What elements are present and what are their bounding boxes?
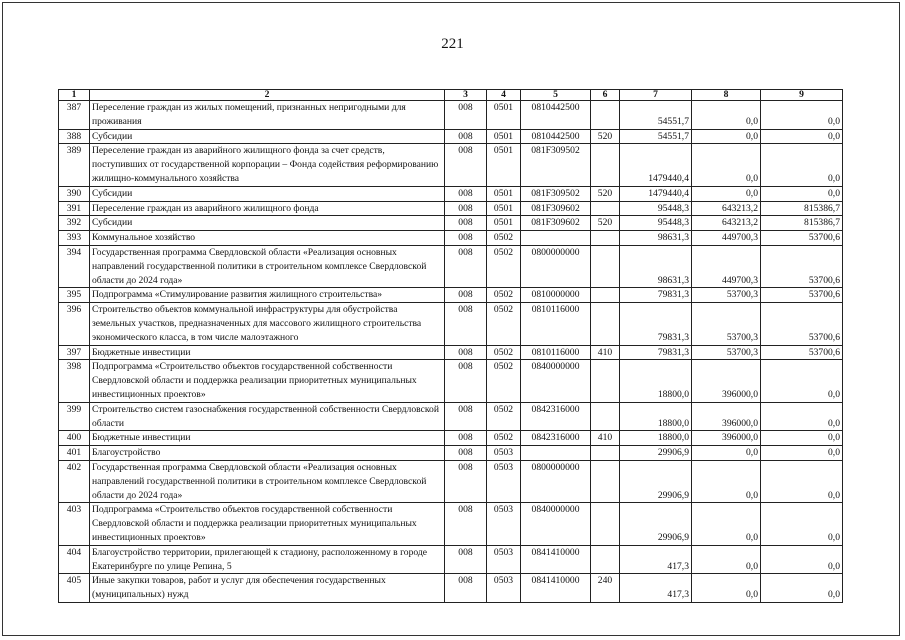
table-row [59, 101, 843, 130]
row-number: 398 [59, 360, 90, 402]
row-ministry-code: 008 [445, 460, 487, 502]
row-amount-col9: 0,0 [761, 360, 843, 402]
row-ministry-code: 008 [445, 144, 487, 186]
row-name: Строительство систем газоснабжения государственной собственности Свердловской области [90, 402, 445, 431]
table-row [59, 129, 843, 144]
row-name: Строительство объектов коммунальной инфраструктуры для обустройства земельных участков, предназначенных для массового жилищного строительства экономического класса, в том числе малоэтажного [90, 303, 445, 345]
row-amount-col8: 0,0 [692, 545, 761, 574]
row-amount-col8: 53700,3 [692, 345, 761, 360]
row-amount-col7: 29906,9 [620, 503, 692, 545]
table-row [59, 503, 843, 545]
row-ministry-code: 008 [445, 245, 487, 287]
row-amount-col8: 449700,3 [692, 245, 761, 287]
table-row [59, 201, 843, 216]
row-name: Государственная программа Свердловской области «Реализация основных направлений государственной политики в строительном комплексе Свердловской области до 2024 года» [90, 460, 445, 502]
row-expense-type-code [591, 101, 620, 130]
row-name: Подпрограмма «Стимулирование развития жилищного строительства» [90, 288, 445, 303]
row-number: 399 [59, 402, 90, 431]
row-ministry-code: 008 [445, 186, 487, 201]
row-amount-col8: 643213,2 [692, 201, 761, 216]
row-amount-col9: 0,0 [761, 129, 843, 144]
row-expense-type-code: 520 [591, 129, 620, 144]
row-ministry-code: 008 [445, 545, 487, 574]
row-amount-col7: 79831,3 [620, 345, 692, 360]
row-amount-col9: 0,0 [761, 431, 843, 446]
row-number: 403 [59, 503, 90, 545]
row-amount-col7: 417,3 [620, 574, 692, 603]
row-number: 401 [59, 446, 90, 461]
row-expense-type-code [591, 446, 620, 461]
table-row [59, 245, 843, 287]
row-section-code: 0501 [487, 201, 521, 216]
row-ministry-code: 008 [445, 574, 487, 603]
row-ministry-code: 008 [445, 129, 487, 144]
row-number: 404 [59, 545, 90, 574]
row-amount-col7: 18800,0 [620, 360, 692, 402]
row-target-code: 081F309602 [521, 216, 591, 231]
row-number: 387 [59, 101, 90, 130]
row-target-code [521, 231, 591, 246]
column-header: 8 [692, 90, 761, 101]
row-ministry-code: 008 [445, 101, 487, 130]
row-expense-type-code: 520 [591, 216, 620, 231]
table-row [59, 402, 843, 431]
table-row [59, 345, 843, 360]
row-name: Подпрограмма «Строительство объектов государственной собственности Свердловской области и поддержка реализации приоритетных муниципальных инвестиционных проектов» [90, 360, 445, 402]
row-number: 405 [59, 574, 90, 603]
row-target-code: 081F309502 [521, 144, 591, 186]
row-number: 391 [59, 201, 90, 216]
row-section-code: 0502 [487, 231, 521, 246]
row-amount-col9: 0,0 [761, 101, 843, 130]
row-ministry-code: 008 [445, 231, 487, 246]
row-ministry-code: 008 [445, 431, 487, 446]
column-header: 1 [59, 90, 90, 101]
row-target-code: 0810442500 [521, 129, 591, 144]
row-amount-col9: 0,0 [761, 460, 843, 502]
row-section-code: 0502 [487, 431, 521, 446]
table-row [59, 460, 843, 502]
row-section-code: 0502 [487, 360, 521, 402]
row-amount-col7: 29906,9 [620, 460, 692, 502]
column-header: 6 [591, 90, 620, 101]
row-section-code: 0501 [487, 144, 521, 186]
row-target-code: 0800000000 [521, 460, 591, 502]
row-target-code: 0810116000 [521, 345, 591, 360]
page-number: 221 [441, 36, 464, 52]
column-header: 2 [90, 90, 445, 101]
column-header: 4 [487, 90, 521, 101]
row-section-code: 0503 [487, 503, 521, 545]
row-name: Переселение граждан из аварийного жилищного фонда за счет средств, поступивших от государственной корпорации – Фонда содействия реформированию жилищно-коммунального хозяйства [90, 144, 445, 186]
row-section-code: 0502 [487, 288, 521, 303]
row-section-code: 0501 [487, 216, 521, 231]
row-amount-col7: 79831,3 [620, 303, 692, 345]
row-ministry-code: 008 [445, 216, 487, 231]
row-target-code: 0810000000 [521, 288, 591, 303]
row-amount-col9: 815386,7 [761, 216, 843, 231]
row-ministry-code: 008 [445, 303, 487, 345]
row-amount-col7: 95448,3 [620, 216, 692, 231]
column-header: 3 [445, 90, 487, 101]
row-target-code: 0841410000 [521, 545, 591, 574]
table-row [59, 431, 843, 446]
row-section-code: 0502 [487, 345, 521, 360]
row-expense-type-code [591, 288, 620, 303]
row-amount-col8: 53700,3 [692, 288, 761, 303]
row-amount-col8: 396000,0 [692, 431, 761, 446]
row-amount-col7: 18800,0 [620, 431, 692, 446]
row-expense-type-code [591, 545, 620, 574]
header-row [59, 90, 843, 101]
row-section-code: 0501 [487, 186, 521, 201]
row-name: Государственная программа Свердловской области «Реализация основных направлений государственной политики в строительном комплексе Свердловской области до 2024 года» [90, 245, 445, 287]
row-name: Переселение граждан из аварийного жилищного фонда [90, 201, 445, 216]
row-target-code: 0840000000 [521, 503, 591, 545]
row-section-code: 0503 [487, 460, 521, 502]
row-target-code: 0840000000 [521, 360, 591, 402]
row-amount-col8: 0,0 [692, 101, 761, 130]
row-amount-col8: 396000,0 [692, 402, 761, 431]
row-ministry-code: 008 [445, 360, 487, 402]
row-section-code: 0501 [487, 101, 521, 130]
row-amount-col8: 0,0 [692, 129, 761, 144]
row-amount-col9: 0,0 [761, 186, 843, 201]
table-row [59, 186, 843, 201]
row-amount-col8: 449700,3 [692, 231, 761, 246]
table-row [59, 574, 843, 603]
row-target-code [521, 446, 591, 461]
row-amount-col8: 0,0 [692, 574, 761, 603]
row-number: 400 [59, 431, 90, 446]
row-name: Бюджетные инвестиции [90, 345, 445, 360]
column-header: 7 [620, 90, 692, 101]
row-amount-col9: 53700,6 [761, 245, 843, 287]
row-amount-col9: 53700,6 [761, 231, 843, 246]
row-name: Субсидии [90, 186, 445, 201]
table-row [59, 216, 843, 231]
row-amount-col7: 29906,9 [620, 446, 692, 461]
row-ministry-code: 008 [445, 402, 487, 431]
table-row [59, 303, 843, 345]
row-section-code: 0503 [487, 574, 521, 603]
table-row [59, 288, 843, 303]
row-number: 402 [59, 460, 90, 502]
budget-table [58, 89, 843, 603]
row-amount-col9: 53700,6 [761, 288, 843, 303]
row-amount-col9: 53700,6 [761, 303, 843, 345]
row-amount-col9: 0,0 [761, 503, 843, 545]
row-ministry-code: 008 [445, 345, 487, 360]
row-amount-col7: 1479440,4 [620, 186, 692, 201]
row-number: 393 [59, 231, 90, 246]
row-name: Подпрограмма «Строительство объектов государственной собственности Свердловской области и поддержка реализации приоритетных муниципальных инвестиционных проектов» [90, 503, 445, 545]
row-expense-type-code [591, 503, 620, 545]
row-number: 397 [59, 345, 90, 360]
table-row [59, 446, 843, 461]
row-target-code: 0841410000 [521, 574, 591, 603]
row-name: Субсидии [90, 129, 445, 144]
row-name: Благоустройство территории, прилегающей к стадиону, расположенному в городе Екатеринбурге по улице Репина, 5 [90, 545, 445, 574]
row-amount-col8: 0,0 [692, 460, 761, 502]
row-number: 388 [59, 129, 90, 144]
row-number: 390 [59, 186, 90, 201]
row-target-code: 0810116000 [521, 303, 591, 345]
row-amount-col8: 0,0 [692, 186, 761, 201]
row-expense-type-code [591, 402, 620, 431]
table-row [59, 144, 843, 186]
row-number: 392 [59, 216, 90, 231]
row-amount-col9: 0,0 [761, 545, 843, 574]
row-amount-col8: 396000,0 [692, 360, 761, 402]
row-section-code: 0503 [487, 545, 521, 574]
row-section-code: 0501 [487, 129, 521, 144]
row-target-code: 0842316000 [521, 402, 591, 431]
row-number: 396 [59, 303, 90, 345]
row-amount-col9: 0,0 [761, 446, 843, 461]
row-amount-col8: 0,0 [692, 446, 761, 461]
row-name: Иные закупки товаров, работ и услуг для обеспечения государственных (муниципальных) нужд [90, 574, 445, 603]
row-expense-type-code [591, 460, 620, 502]
row-ministry-code: 008 [445, 201, 487, 216]
column-header: 9 [761, 90, 843, 101]
row-name: Бюджетные инвестиции [90, 431, 445, 446]
row-section-code: 0502 [487, 245, 521, 287]
row-expense-type-code: 410 [591, 345, 620, 360]
row-name: Субсидии [90, 216, 445, 231]
table-row [59, 545, 843, 574]
row-ministry-code: 008 [445, 446, 487, 461]
row-section-code: 0502 [487, 402, 521, 431]
row-amount-col7: 95448,3 [620, 201, 692, 216]
row-number: 389 [59, 144, 90, 186]
row-name: Коммунальное хозяйство [90, 231, 445, 246]
row-amount-col7: 417,3 [620, 545, 692, 574]
row-expense-type-code [591, 231, 620, 246]
table-row [59, 231, 843, 246]
row-amount-col9: 0,0 [761, 144, 843, 186]
row-amount-col7: 98631,3 [620, 245, 692, 287]
row-name: Благоустройство [90, 446, 445, 461]
row-target-code: 0810442500 [521, 101, 591, 130]
row-amount-col8: 0,0 [692, 503, 761, 545]
row-amount-col8: 643213,2 [692, 216, 761, 231]
row-amount-col8: 53700,3 [692, 303, 761, 345]
row-amount-col7: 1479440,4 [620, 144, 692, 186]
row-expense-type-code [591, 245, 620, 287]
row-target-code: 0842316000 [521, 431, 591, 446]
row-amount-col8: 0,0 [692, 144, 761, 186]
row-amount-col7: 18800,0 [620, 402, 692, 431]
row-target-code: 081F309602 [521, 201, 591, 216]
row-number: 395 [59, 288, 90, 303]
row-expense-type-code [591, 144, 620, 186]
row-amount-col7: 79831,3 [620, 288, 692, 303]
row-expense-type-code [591, 201, 620, 216]
table-row [59, 360, 843, 402]
row-amount-col9: 53700,6 [761, 345, 843, 360]
row-amount-col9: 815386,7 [761, 201, 843, 216]
row-target-code: 0800000000 [521, 245, 591, 287]
row-amount-col7: 54551,7 [620, 129, 692, 144]
row-expense-type-code: 410 [591, 431, 620, 446]
row-section-code: 0502 [487, 303, 521, 345]
row-section-code: 0503 [487, 446, 521, 461]
row-target-code: 081F309502 [521, 186, 591, 201]
row-amount-col7: 54551,7 [620, 101, 692, 130]
row-amount-col9: 0,0 [761, 402, 843, 431]
row-name: Переселение граждан из жилых помещений, признанных непригодными для проживания [90, 101, 445, 130]
row-expense-type-code: 520 [591, 186, 620, 201]
row-amount-col9: 0,0 [761, 574, 843, 603]
column-header: 5 [521, 90, 591, 101]
row-amount-col7: 98631,3 [620, 231, 692, 246]
row-ministry-code: 008 [445, 288, 487, 303]
row-expense-type-code [591, 360, 620, 402]
row-expense-type-code [591, 303, 620, 345]
row-ministry-code: 008 [445, 503, 487, 545]
row-number: 394 [59, 245, 90, 287]
row-expense-type-code: 240 [591, 574, 620, 603]
